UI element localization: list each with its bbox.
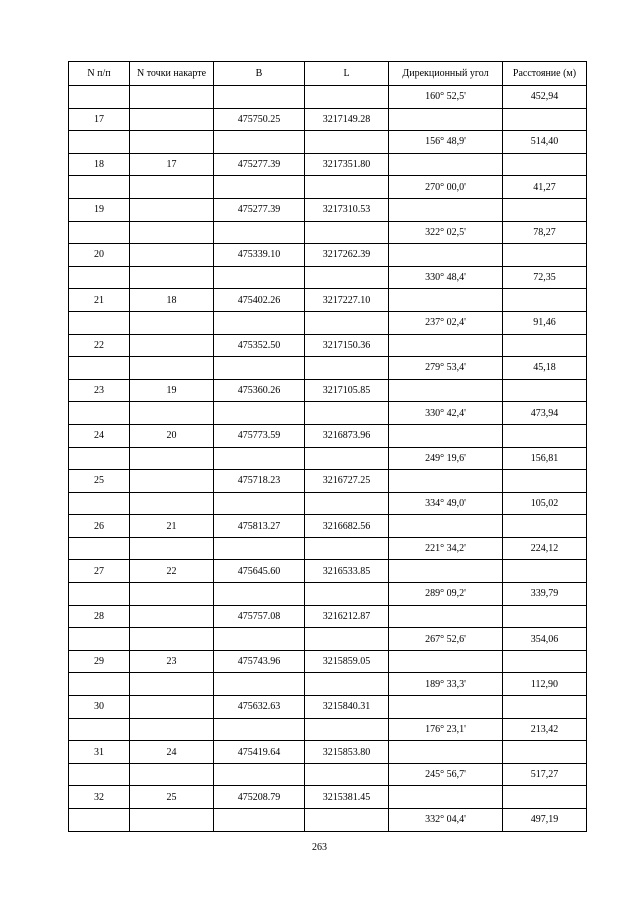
cell-l: [305, 583, 389, 606]
cell-l: [305, 86, 389, 109]
table-row: [69, 334, 587, 357]
cell-map-point: [130, 673, 214, 696]
cell-b: [214, 402, 305, 425]
cell-index: 18: [69, 153, 130, 176]
cell-index: [69, 673, 130, 696]
cell-distance: [503, 650, 587, 673]
cell-l: 3217149.28: [305, 108, 389, 131]
cell-map-point: [130, 447, 214, 470]
cell-distance: [503, 108, 587, 131]
cell-map-point: [130, 334, 214, 357]
table-row: [69, 809, 587, 832]
cell-index: [69, 628, 130, 651]
cell-l: [305, 492, 389, 515]
cell-l: 3215840.31: [305, 696, 389, 719]
cell-bearing: 221° 34,2': [389, 537, 503, 560]
cell-bearing: [389, 198, 503, 221]
cell-l: 3216212.87: [305, 605, 389, 628]
cell-l: 3215381.45: [305, 786, 389, 809]
cell-index: 26: [69, 515, 130, 538]
cell-bearing: [389, 515, 503, 538]
cell-index: [69, 402, 130, 425]
table-row: [69, 470, 587, 493]
cell-map-point: [130, 402, 214, 425]
cell-bearing: 237° 02,4': [389, 311, 503, 334]
cell-b: [214, 809, 305, 832]
table-row: [69, 560, 587, 583]
cell-l: [305, 628, 389, 651]
cell-index: 29: [69, 650, 130, 673]
cell-bearing: [389, 605, 503, 628]
cell-map-point: [130, 809, 214, 832]
header-l: L: [305, 62, 389, 86]
cell-b: [214, 492, 305, 515]
cell-bearing: 322° 02,5': [389, 221, 503, 244]
table-row: [69, 492, 587, 515]
cell-distance: 156,81: [503, 447, 587, 470]
cell-distance: 41,27: [503, 176, 587, 199]
cell-l: [305, 176, 389, 199]
cell-distance: [503, 696, 587, 719]
cell-index: 27: [69, 560, 130, 583]
cell-bearing: [389, 153, 503, 176]
cell-l: 3217262.39: [305, 244, 389, 267]
cell-map-point: 21: [130, 515, 214, 538]
cell-l: [305, 809, 389, 832]
table-row: [69, 311, 587, 334]
cell-bearing: [389, 108, 503, 131]
cell-b: [214, 718, 305, 741]
cell-distance: 452,94: [503, 86, 587, 109]
cell-b: 475419.64: [214, 741, 305, 764]
header-bearing: Дирекционный угол: [389, 62, 503, 86]
cell-b: [214, 221, 305, 244]
cell-b: [214, 583, 305, 606]
cell-index: 24: [69, 424, 130, 447]
cell-b: 475277.39: [214, 153, 305, 176]
cell-index: 32: [69, 786, 130, 809]
cell-distance: 517,27: [503, 763, 587, 786]
table-row: [69, 198, 587, 221]
table-header-row: [69, 62, 587, 86]
table-row: [69, 176, 587, 199]
cell-map-point: [130, 221, 214, 244]
cell-bearing: [389, 379, 503, 402]
table-row: [69, 650, 587, 673]
cell-distance: [503, 244, 587, 267]
header-distance: Расстояние (м): [503, 62, 587, 86]
cell-distance: 78,27: [503, 221, 587, 244]
table-row: [69, 289, 587, 312]
cell-map-point: 23: [130, 650, 214, 673]
table-row: [69, 424, 587, 447]
cell-b: [214, 266, 305, 289]
cell-index: [69, 311, 130, 334]
cell-map-point: 17: [130, 153, 214, 176]
cell-bearing: 189° 33,3': [389, 673, 503, 696]
cell-bearing: 176° 23,1': [389, 718, 503, 741]
cell-b: [214, 447, 305, 470]
cell-b: 475757.08: [214, 605, 305, 628]
cell-bearing: [389, 696, 503, 719]
cell-map-point: [130, 763, 214, 786]
table-row: [69, 763, 587, 786]
cell-distance: 339,79: [503, 583, 587, 606]
table-row: [69, 673, 587, 696]
cell-b: 475718.23: [214, 470, 305, 493]
cell-bearing: 289° 09,2': [389, 583, 503, 606]
cell-l: [305, 131, 389, 154]
table-row: [69, 537, 587, 560]
cell-b: 475352.50: [214, 334, 305, 357]
cell-distance: [503, 379, 587, 402]
table-row: [69, 379, 587, 402]
cell-distance: [503, 424, 587, 447]
cell-l: 3217227.10: [305, 289, 389, 312]
cell-l: [305, 266, 389, 289]
cell-l: 3217105.85: [305, 379, 389, 402]
cell-distance: 91,46: [503, 311, 587, 334]
cell-b: 475208.79: [214, 786, 305, 809]
cell-b: [214, 131, 305, 154]
cell-index: 22: [69, 334, 130, 357]
cell-map-point: [130, 131, 214, 154]
cell-map-point: [130, 583, 214, 606]
cell-index: [69, 86, 130, 109]
table-row: [69, 696, 587, 719]
cell-bearing: 270° 00,0': [389, 176, 503, 199]
cell-bearing: 279° 53,4': [389, 357, 503, 380]
cell-b: 475750.25: [214, 108, 305, 131]
cell-b: 475773.59: [214, 424, 305, 447]
cell-distance: 105,02: [503, 492, 587, 515]
cell-map-point: [130, 628, 214, 651]
cell-b: 475360.26: [214, 379, 305, 402]
table-row: [69, 266, 587, 289]
cell-b: [214, 673, 305, 696]
cell-distance: 112,90: [503, 673, 587, 696]
cell-index: 25: [69, 470, 130, 493]
cell-bearing: 156° 48,9': [389, 131, 503, 154]
table-row: [69, 108, 587, 131]
cell-index: [69, 266, 130, 289]
table-row: [69, 628, 587, 651]
cell-bearing: [389, 560, 503, 583]
cell-distance: [503, 515, 587, 538]
cell-bearing: 330° 42,4': [389, 402, 503, 425]
cell-l: [305, 311, 389, 334]
table-row: [69, 131, 587, 154]
table-row: [69, 402, 587, 425]
cell-distance: 45,18: [503, 357, 587, 380]
cell-map-point: [130, 86, 214, 109]
cell-index: [69, 357, 130, 380]
cell-b: 475277.39: [214, 198, 305, 221]
cell-distance: 497,19: [503, 809, 587, 832]
cell-index: [69, 131, 130, 154]
cell-index: [69, 763, 130, 786]
cell-index: 31: [69, 741, 130, 764]
cell-map-point: [130, 357, 214, 380]
cell-bearing: 245° 56,7': [389, 763, 503, 786]
cell-b: [214, 763, 305, 786]
cell-l: 3217150.36: [305, 334, 389, 357]
cell-distance: 72,35: [503, 266, 587, 289]
cell-map-point: [130, 244, 214, 267]
cell-map-point: 24: [130, 741, 214, 764]
cell-distance: [503, 741, 587, 764]
cell-b: 475632.63: [214, 696, 305, 719]
cell-l: [305, 537, 389, 560]
header-map-point: N точки накарте: [130, 62, 214, 86]
cell-distance: [503, 334, 587, 357]
cell-b: 475645.60: [214, 560, 305, 583]
cell-map-point: [130, 108, 214, 131]
cell-distance: [503, 605, 587, 628]
cell-bearing: [389, 470, 503, 493]
cell-l: [305, 221, 389, 244]
cell-map-point: 22: [130, 560, 214, 583]
table-row: [69, 741, 587, 764]
cell-map-point: [130, 176, 214, 199]
cell-bearing: 267° 52,6': [389, 628, 503, 651]
cell-index: 19: [69, 198, 130, 221]
cell-distance: [503, 289, 587, 312]
cell-l: [305, 763, 389, 786]
cell-distance: 213,42: [503, 718, 587, 741]
cell-map-point: [130, 266, 214, 289]
cell-distance: [503, 786, 587, 809]
cell-l: 3216682.56: [305, 515, 389, 538]
cell-l: [305, 447, 389, 470]
cell-index: 17: [69, 108, 130, 131]
cell-index: 23: [69, 379, 130, 402]
cell-b: [214, 357, 305, 380]
cell-map-point: [130, 492, 214, 515]
cell-index: 20: [69, 244, 130, 267]
cell-index: 28: [69, 605, 130, 628]
table-row: [69, 515, 587, 538]
cell-distance: [503, 153, 587, 176]
header-b: B: [214, 62, 305, 86]
cell-l: [305, 402, 389, 425]
cell-bearing: [389, 786, 503, 809]
cell-l: 3217310.53: [305, 198, 389, 221]
cell-distance: 224,12: [503, 537, 587, 560]
cell-map-point: [130, 605, 214, 628]
table-row: [69, 153, 587, 176]
cell-bearing: 330° 48,4': [389, 266, 503, 289]
table-row: [69, 357, 587, 380]
cell-distance: [503, 560, 587, 583]
table-row: [69, 605, 587, 628]
table-row: [69, 447, 587, 470]
table-row: [69, 718, 587, 741]
cell-map-point: 25: [130, 786, 214, 809]
cell-index: [69, 537, 130, 560]
cell-distance: 473,94: [503, 402, 587, 425]
cell-index: [69, 492, 130, 515]
cell-bearing: 334° 49,0': [389, 492, 503, 515]
cell-b: 475339.10: [214, 244, 305, 267]
table-row: [69, 86, 587, 109]
cell-map-point: [130, 198, 214, 221]
cell-l: 3217351.80: [305, 153, 389, 176]
cell-index: [69, 447, 130, 470]
cell-bearing: [389, 424, 503, 447]
cell-index: [69, 718, 130, 741]
cell-bearing: [389, 334, 503, 357]
cell-l: [305, 673, 389, 696]
cell-index: [69, 176, 130, 199]
cell-index: [69, 583, 130, 606]
cell-l: 3215859.05: [305, 650, 389, 673]
cell-b: [214, 176, 305, 199]
cell-b: [214, 628, 305, 651]
page-number: 263: [312, 842, 327, 853]
cell-b: 475402.26: [214, 289, 305, 312]
cell-map-point: 20: [130, 424, 214, 447]
cell-l: 3215853.80: [305, 741, 389, 764]
cell-l: 3216727.25: [305, 470, 389, 493]
cell-b: [214, 537, 305, 560]
cell-l: 3216873.96: [305, 424, 389, 447]
cell-map-point: [130, 718, 214, 741]
table-body: [69, 86, 587, 832]
table-row: [69, 786, 587, 809]
cell-l: [305, 357, 389, 380]
cell-distance: 354,06: [503, 628, 587, 651]
cell-b: 475813.27: [214, 515, 305, 538]
cell-distance: 514,40: [503, 131, 587, 154]
cell-l: 3216533.85: [305, 560, 389, 583]
cell-bearing: 332° 04,4': [389, 809, 503, 832]
cell-bearing: 160° 52,5': [389, 86, 503, 109]
cell-bearing: [389, 289, 503, 312]
table-row: [69, 583, 587, 606]
cell-map-point: [130, 696, 214, 719]
cell-b: [214, 86, 305, 109]
cell-bearing: 249° 19,6': [389, 447, 503, 470]
cell-index: 30: [69, 696, 130, 719]
cell-index: 21: [69, 289, 130, 312]
coordinates-table: [68, 61, 587, 832]
cell-distance: [503, 470, 587, 493]
cell-map-point: [130, 311, 214, 334]
table-row: [69, 244, 587, 267]
cell-b: [214, 311, 305, 334]
table-row: [69, 221, 587, 244]
cell-map-point: [130, 537, 214, 560]
cell-index: [69, 221, 130, 244]
cell-map-point: 19: [130, 379, 214, 402]
cell-distance: [503, 198, 587, 221]
cell-map-point: 18: [130, 289, 214, 312]
header-index: N п/п: [69, 62, 130, 86]
cell-index: [69, 809, 130, 832]
cell-bearing: [389, 650, 503, 673]
cell-bearing: [389, 741, 503, 764]
cell-bearing: [389, 244, 503, 267]
cell-b: 475743.96: [214, 650, 305, 673]
cell-map-point: [130, 470, 214, 493]
cell-l: [305, 718, 389, 741]
